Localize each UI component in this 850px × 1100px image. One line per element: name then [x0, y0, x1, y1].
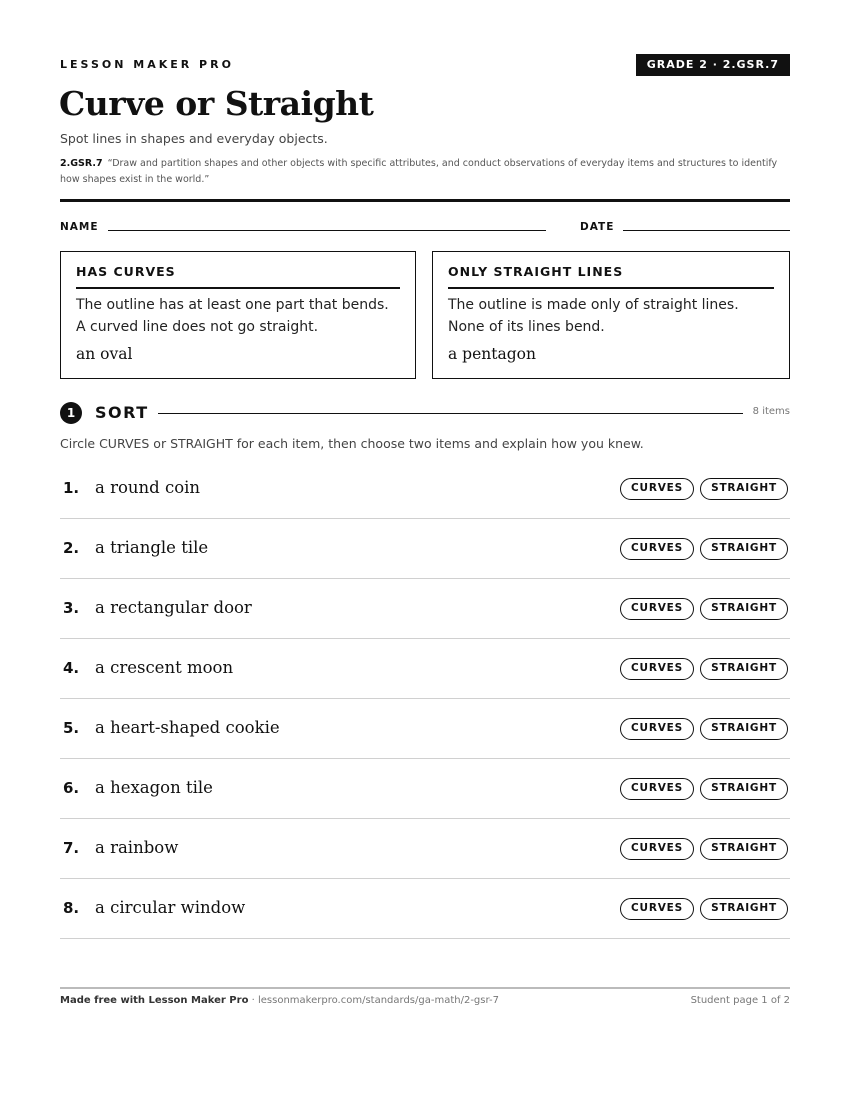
- category-card-straight: [432, 251, 790, 379]
- item-number: 2.: [63, 539, 80, 557]
- curves-choice-button[interactable]: CURVES: [620, 658, 694, 680]
- section-title: SORT: [95, 403, 149, 422]
- standard-code: 2.GSR.7: [60, 158, 103, 169]
- standard-statement: [60, 156, 790, 188]
- footer-divider: [60, 987, 790, 989]
- page-subtitle: Spot lines in shapes and everyday objects.: [60, 131, 328, 146]
- item-number: 6.: [63, 779, 80, 797]
- name-field-line[interactable]: [108, 230, 546, 231]
- category-example: an oval: [76, 345, 133, 363]
- sort-item-row: [60, 819, 790, 879]
- straight-choice-button[interactable]: STRAIGHT: [700, 658, 788, 680]
- item-text: a circular window: [95, 898, 246, 917]
- item-number: 7.: [63, 839, 80, 857]
- curves-choice-button[interactable]: CURVES: [620, 898, 694, 920]
- straight-choice-button[interactable]: STRAIGHT: [700, 838, 788, 860]
- curves-choice-button[interactable]: CURVES: [620, 718, 694, 740]
- item-number: 8.: [63, 899, 80, 917]
- category-description: The outline has at least one part that bends. A curved line does not go straight.: [76, 297, 389, 335]
- section-instructions: Circle CURVES or STRAIGHT for each item, then choose two items and explain how you knew.: [60, 436, 644, 451]
- item-text: a triangle tile: [95, 538, 209, 557]
- sort-item-list: [60, 459, 790, 939]
- straight-choice-button[interactable]: STRAIGHT: [700, 478, 788, 500]
- straight-choice-button[interactable]: STRAIGHT: [700, 778, 788, 800]
- sort-item-row: [60, 519, 790, 579]
- date-label: DATE: [580, 221, 615, 233]
- item-text: a rectangular door: [95, 598, 252, 617]
- sort-item-row: [60, 699, 790, 759]
- item-text: a round coin: [95, 478, 201, 497]
- category-title: HAS CURVES: [76, 264, 400, 289]
- curves-choice-button[interactable]: CURVES: [620, 538, 694, 560]
- section-number-badge: 1: [60, 402, 82, 424]
- page-title: Curve or Straight: [59, 84, 374, 123]
- date-field-line[interactable]: [623, 230, 790, 231]
- item-number: 4.: [63, 659, 80, 677]
- sort-item-row: [60, 459, 790, 519]
- footer-credit: [60, 995, 499, 1006]
- category-example: a pentagon: [448, 345, 536, 363]
- category-card-curves: [60, 251, 416, 379]
- curves-choice-button[interactable]: CURVES: [620, 598, 694, 620]
- item-text: a hexagon tile: [95, 778, 213, 797]
- footer-url-link[interactable]: lessonmakerpro.com/standards/ga-math/2-gsr-7: [257, 995, 499, 1006]
- brand-name: LESSON MAKER PRO: [60, 58, 234, 71]
- item-number: 1.: [63, 479, 80, 497]
- grade-badge: GRADE 2 · 2.GSR.7: [636, 54, 790, 76]
- footer-page-number: Student page 1 of 2: [690, 995, 790, 1006]
- footer-separator: ·: [248, 995, 258, 1006]
- sort-item-row: [60, 639, 790, 699]
- category-title: ONLY STRAIGHT LINES: [448, 264, 774, 289]
- header-divider: [60, 199, 790, 202]
- name-label: NAME: [60, 221, 99, 233]
- item-text: a heart-shaped cookie: [95, 718, 280, 737]
- item-text: a rainbow: [95, 838, 179, 857]
- footer-made-with: Made free with Lesson Maker Pro: [60, 995, 249, 1006]
- curves-choice-button[interactable]: CURVES: [620, 838, 694, 860]
- standard-text: “Draw and partition shapes and other objects with specific attributes, and conduct observations of everyday items and structures to identify how shapes exist in the world.”: [60, 158, 778, 185]
- section-divider: [158, 413, 743, 414]
- straight-choice-button[interactable]: STRAIGHT: [700, 598, 788, 620]
- category-description: The outline is made only of straight lines. None of its lines bend.: [448, 297, 739, 335]
- sort-item-row: [60, 879, 790, 939]
- straight-choice-button[interactable]: STRAIGHT: [700, 538, 788, 560]
- sort-item-row: [60, 579, 790, 639]
- sort-item-row: [60, 759, 790, 819]
- straight-choice-button[interactable]: STRAIGHT: [700, 718, 788, 740]
- item-text: a crescent moon: [95, 658, 234, 677]
- item-number: 3.: [63, 599, 80, 617]
- straight-choice-button[interactable]: STRAIGHT: [700, 898, 788, 920]
- curves-choice-button[interactable]: CURVES: [620, 478, 694, 500]
- item-number: 5.: [63, 719, 80, 737]
- item-count: 8 items: [752, 406, 790, 417]
- curves-choice-button[interactable]: CURVES: [620, 778, 694, 800]
